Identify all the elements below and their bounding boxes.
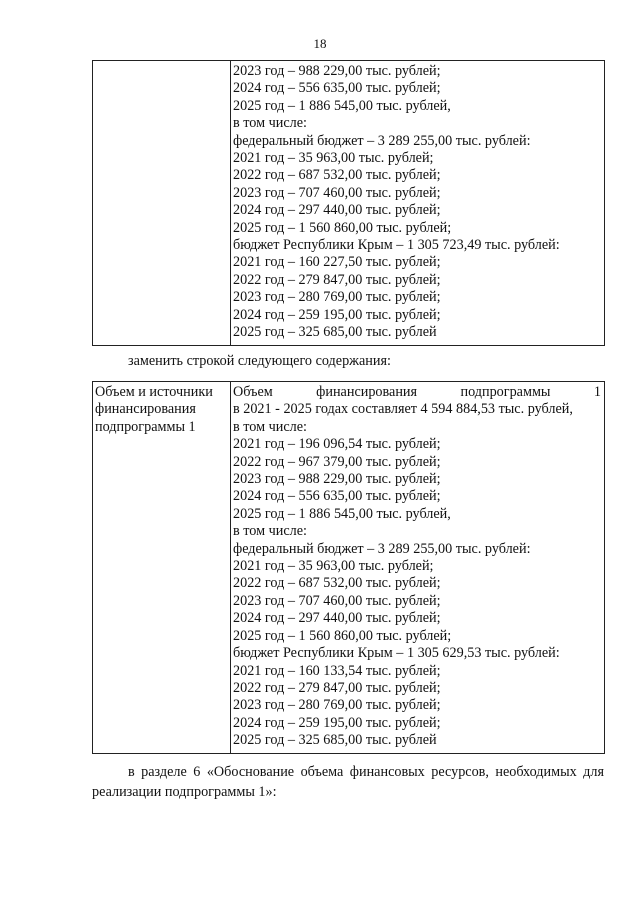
text-line: 2021 год – 196 096,54 тыс. рублей; [233, 436, 441, 453]
text-line: в том числе: [233, 523, 307, 540]
text-line: бюджет Республики Крым – 1 305 723,49 тыс. рублей: [233, 237, 560, 254]
text-line: 2025 год – 325 685,00 тыс. рублей [233, 324, 437, 341]
justified-first-line [233, 384, 601, 401]
text-line: федеральный бюджет – 3 289 255,00 тыс. рублей: [233, 132, 531, 149]
text-line: 2023 год – 707 460,00 тыс. рублей; [233, 184, 441, 201]
text-line: 2023 год – 280 769,00 тыс. рублей; [233, 289, 441, 306]
label-line: Объем и источники [95, 384, 213, 400]
text-line: 2023 год – 707 460,00 тыс. рублей; [233, 592, 441, 609]
funding-table-new [92, 381, 605, 754]
text-line: 2024 год – 297 440,00 тыс. рублей; [233, 610, 441, 627]
text-line: 2025 год – 1 886 545,00 тыс. рублей, [233, 97, 451, 114]
replace-instruction: заменить строкой следующего содержания: [128, 353, 391, 369]
text-line: 2022 год – 967 379,00 тыс. рублей; [233, 453, 441, 470]
table-label-cell [93, 382, 231, 754]
label-line: подпрограммы 1 [95, 418, 196, 435]
text-line: в том числе: [233, 115, 307, 132]
funding-table-old [92, 60, 605, 346]
text-line: 2024 год – 556 635,00 тыс. рублей; [233, 80, 441, 97]
text-line: 2023 год – 988 229,00 тыс. рублей; [233, 471, 441, 488]
word: 1 [593, 384, 601, 400]
text-line: 2024 год – 259 195,00 тыс. рублей; [233, 306, 441, 323]
text-line: 2022 год – 279 847,00 тыс. рублей; [233, 679, 441, 696]
text-line: 2022 год – 687 532,00 тыс. рублей; [233, 167, 441, 184]
text-line: 2024 год – 259 195,00 тыс. рублей; [233, 714, 441, 731]
text-line: 2023 год – 988 229,00 тыс. рублей; [233, 63, 441, 79]
section-instruction: в разделе 6 «Обоснование объема финансовых ресурсов, необходимых для реализации подпрограммы 1»: [92, 764, 604, 800]
text-line: 2021 год – 160 133,54 тыс. рублей; [233, 662, 441, 679]
text-line: 2023 год – 280 769,00 тыс. рублей; [233, 697, 441, 714]
table-content-cell [231, 61, 605, 346]
page-number: 18 [313, 36, 327, 51]
text-line: 2024 год – 297 440,00 тыс. рублей; [233, 202, 441, 219]
text-line: бюджет Республики Крым – 1 305 629,53 тыс. рублей: [233, 645, 560, 662]
text-line: 2025 год – 1 560 860,00 тыс. рублей; [233, 627, 452, 644]
label-line: финансирования [95, 401, 196, 418]
text-line: 2025 год – 1 886 545,00 тыс. рублей, [233, 505, 451, 522]
table-label-cell [93, 61, 231, 346]
table-row [93, 61, 605, 346]
text-line: 2022 год – 279 847,00 тыс. рублей; [233, 271, 441, 288]
text-line: федеральный бюджет – 3 289 255,00 тыс. рублей: [233, 540, 531, 557]
text-line: 2021 год – 160 227,50 тыс. рублей; [233, 254, 441, 271]
text-line: 2022 год – 687 532,00 тыс. рублей; [233, 575, 441, 592]
table-row [93, 382, 605, 754]
text-line: в 2021 - 2025 годах составляет 4 594 884,53 тыс. рублей, [233, 401, 573, 418]
word: финансирования [316, 384, 418, 400]
word: Объем [233, 384, 273, 400]
text-line: 2024 год – 556 635,00 тыс. рублей; [233, 488, 441, 505]
table-content-cell [231, 382, 605, 754]
text-line: 2021 год – 35 963,00 тыс. рублей; [233, 558, 434, 575]
text-line: 2025 год – 325 685,00 тыс. рублей [233, 732, 437, 749]
word: подпрограммы [460, 384, 551, 400]
text-line: в том числе: [233, 418, 307, 435]
text-line: 2021 год – 35 963,00 тыс. рублей; [233, 150, 434, 167]
text-line: 2025 год – 1 560 860,00 тыс. рублей; [233, 219, 452, 236]
